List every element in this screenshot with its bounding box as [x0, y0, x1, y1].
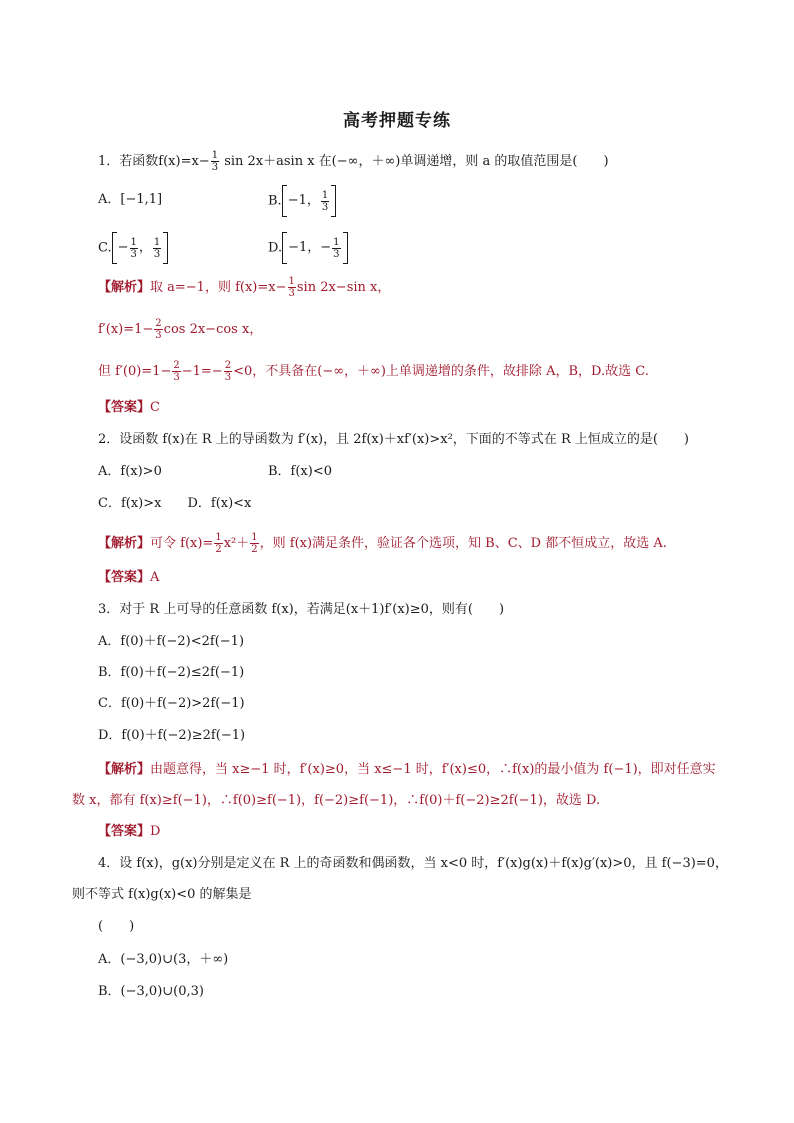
q3-option-b: B．f(0)＋f(−2)≤2f(−1) [98, 665, 245, 680]
q4-paren: ( ) [98, 919, 135, 934]
q1-analysis-3: 但 f′(0)=1− $\frac{2}{3}$ −1=− $\frac{2}{3}$ <0，不具备在(−∞，＋∞)上单调递增的条件，故排除 A，B，D.故选 C. [98, 360, 649, 383]
q4-stem-2: 则不等式 f(x)g(x)<0 的解集是 [72, 887, 252, 902]
q3-answer: 【答案】D [98, 824, 161, 839]
answer-tag: 【答案】 [98, 570, 151, 585]
q3-option-c: C．f(0)＋f(−2)>2f(−1) [98, 696, 245, 711]
q2-stem: 2．设函数 f(x)在 R 上的导函数为 f′(x)，且 2f(x)＋xf′(x)>x²，下面的不等式在 R 上恒成立的是( ) [98, 432, 690, 447]
page-title: 高考押题专练 [343, 111, 451, 131]
q1-stem: 1．若函数f(x)=x− $\frac{1}{3}$ sin 2x＋asin x 在(−∞，＋∞)单调递增，则 a 的取值范围是( ) [98, 150, 609, 173]
q3-option-d: D．f(0)＋f(−2)≥2f(−1) [98, 728, 246, 743]
answer-tag: 【答案】 [98, 824, 151, 839]
q2-answer: 【答案】A [98, 570, 160, 585]
q2-option-cd: C．f(x)>x D．f(x)<x [98, 496, 252, 511]
q2-analysis: 【解析】可令 f(x)= $\frac{1}{2}$ x²＋ $\frac{1}{2}$ ，则 f(x)满足条件，验证各个选项，知 B、C、D 都不恒成立，故选 A. [98, 532, 667, 555]
q1-answer: 【答案】C [98, 400, 160, 415]
q1-option-c: C. − $\frac{1}{3}$ ， 1 3 [98, 232, 168, 264]
q1-option-d: D. −1，− $\frac{1}{3}$ [268, 232, 348, 264]
q1-analysis-2: f′(x)=1− $\frac{2}{3}$ cos 2x−cos x， [98, 318, 263, 341]
q4-option-b: B．(−3,0)∪(0,3) [98, 984, 204, 999]
q3-stem: 3．对于 R 上可导的任意函数 f(x)，若满足(x＋1)f′(x)≥0，则有( ) [98, 602, 505, 617]
analysis-tag: 【解析】 [98, 280, 151, 295]
q2-option-a: A．f(x)>0 [98, 464, 162, 479]
answer-tag: 【答案】 [98, 400, 151, 415]
q4-stem-1: 4．设 f(x)，g(x)分别是定义在 R 上的奇函数和偶函数，当 x<0 时，f′(x)g(x)＋f(x)g′(x)>0，且 f(−3)=0， [98, 856, 728, 871]
fraction: $\frac{1}{3}$ [211, 150, 219, 173]
q3-analysis-1: 【解析】由题意得，当 x≥−1 时，f′(x)≥0，当 x≤−1 时，f′(x)≤0，∴f(x)的最小值为 f(−1)，即对任意实 [98, 762, 716, 777]
q1-option-b: B. −1， 1 3 [268, 185, 336, 217]
analysis-tag: 【解析】 [98, 762, 151, 777]
q4-option-a: A．(−3,0)∪(3，＋∞) [98, 952, 229, 967]
q3-option-a: A．f(0)＋f(−2)<2f(−1) [98, 634, 245, 649]
q1-option-a: A．[−1,1] [98, 192, 163, 207]
analysis-tag: 【解析】 [98, 536, 151, 551]
q1-analysis-1: 【解析】取 a=−1，则 f(x)=x− $\frac{1}{3}$ sin 2x−sin x， [98, 276, 391, 299]
q3-analysis-2: 数 x，都有 f(x)≥f(−1)，∴f(0)≥f(−1)，f(−2)≥f(−1)，∴f(0)＋f(−2)≥2f(−1)，故选 D. [72, 793, 601, 808]
q2-option-b: B．f(x)<0 [268, 464, 333, 479]
